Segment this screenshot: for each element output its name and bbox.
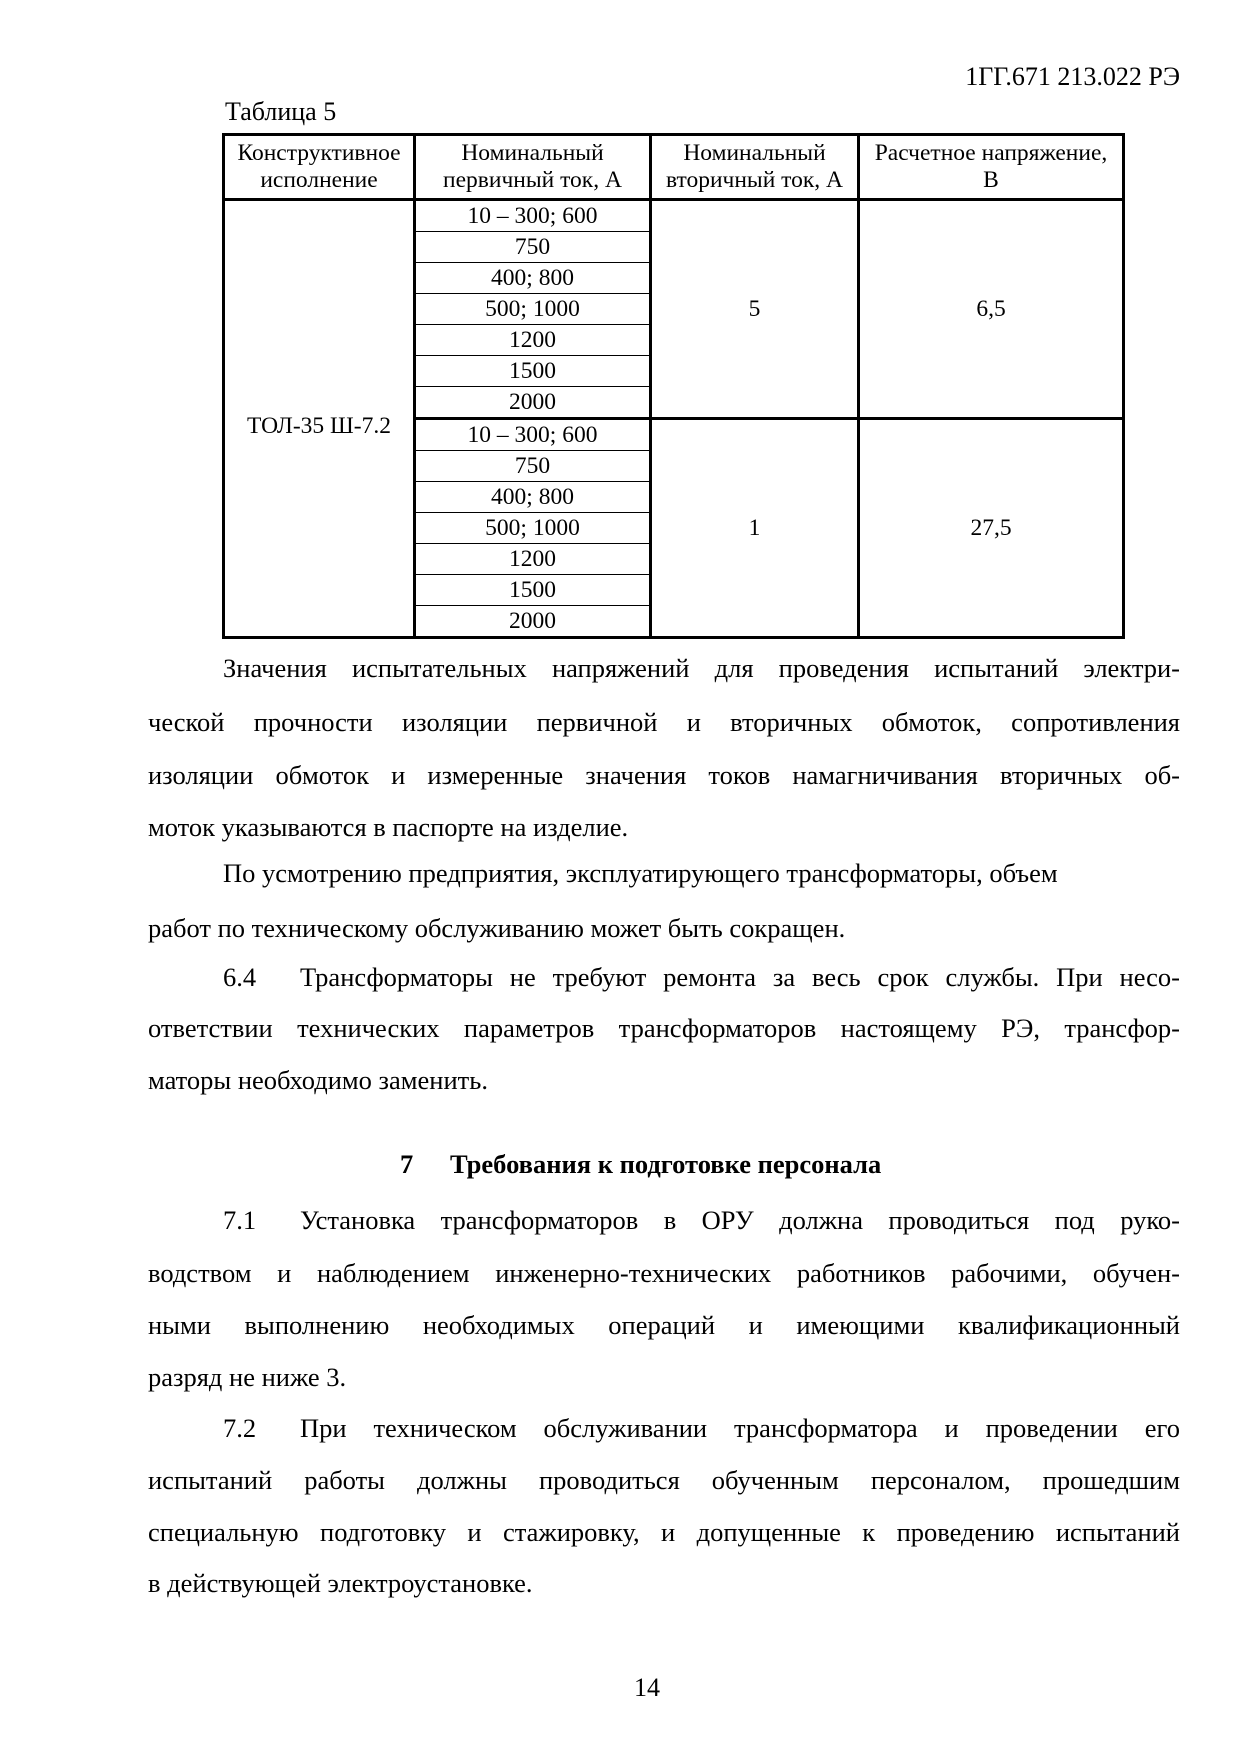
table-header-row <box>224 135 1124 200</box>
paragraph-line: По усмотрению предприятия, эксплуатирующего трансформаторы, объем <box>223 858 1058 888</box>
paragraph-line: в действующей электроустановке. <box>148 1568 533 1598</box>
paragraph-line <box>223 1203 1180 1237</box>
paragraph-number: 6.4 <box>223 962 257 992</box>
paragraph-line: ческой прочности изоляции первичной и вторичных обмоток, сопротивления <box>148 707 1180 737</box>
paragraph-line: ответствии технических параметров трансформаторов настоящему РЭ, трансфор- <box>148 1013 1180 1043</box>
design-cell <box>224 200 415 638</box>
design-value: ТОЛ-35 Ш-7.2 <box>247 413 391 439</box>
spec-table <box>222 133 1125 639</box>
primary-current-cell: 500; 1000 <box>415 513 651 544</box>
secondary-current-cell: 5 <box>651 200 859 419</box>
primary-current-cell: 1200 <box>415 544 651 575</box>
text-line-content: При техническом обслуживании трансформатора и проведении его <box>300 1413 1180 1443</box>
primary-current-cell: 2000 <box>415 387 651 419</box>
primary-current-cell: 750 <box>415 232 651 263</box>
primary-current-cell: 10 – 300; 600 <box>415 200 651 232</box>
paragraph-line <box>223 1411 1180 1445</box>
document-code: 1ГГ.671 213.022 РЭ <box>965 62 1180 91</box>
rated-voltage-cell: 27,5 <box>859 419 1124 638</box>
primary-current-cell: 750 <box>415 451 651 482</box>
primary-current-cell: 500; 1000 <box>415 294 651 325</box>
paragraph-number: 7.1 <box>223 1205 257 1235</box>
primary-current-cell: 1500 <box>415 575 651 606</box>
paragraph-line: водством и наблюдением инженерно-технических работников рабочими, обучен- <box>148 1258 1180 1288</box>
primary-current-cell: 1200 <box>415 325 651 356</box>
column-header-secondary-current: Номинальный вторичный ток, А <box>651 135 859 200</box>
primary-current-cell: 400; 800 <box>415 263 651 294</box>
column-header-rated-voltage: Расчетное напряжение, В <box>859 135 1124 200</box>
secondary-current-cell: 1 <box>651 419 859 638</box>
paragraph-line: разряд не ниже 3. <box>148 1362 347 1392</box>
section-heading <box>400 1147 881 1181</box>
page-number: 14 <box>634 1673 660 1702</box>
column-header-design: Конструктивное исполнение <box>224 135 415 200</box>
paragraph-line: маторы необходимо заменить. <box>148 1065 488 1095</box>
paragraph-line: моток указываются в паспорте на изделие. <box>148 812 629 842</box>
paragraph-line: работ по техническому обслуживанию может быть сокращен. <box>148 913 846 943</box>
section-number: 7 <box>400 1149 414 1179</box>
paragraph-line: специальную подготовку и стажировку, и допущенные к проведению испытаний <box>148 1517 1180 1547</box>
paragraph-line <box>223 960 1180 994</box>
text-line-content: Трансформаторы не требуют ремонта за весь срок службы. При несо- <box>300 962 1180 992</box>
section-title: Требования к подготовке персонала <box>450 1149 882 1179</box>
paragraph-line: испытаний работы должны проводиться обученным персоналом, прошедшим <box>148 1465 1180 1495</box>
paragraph-number: 7.2 <box>223 1413 257 1443</box>
primary-current-cell: 1500 <box>415 356 651 387</box>
rated-voltage-cell: 6,5 <box>859 200 1124 419</box>
primary-current-cell: 10 – 300; 600 <box>415 419 651 451</box>
table-caption: Таблица 5 <box>225 97 337 126</box>
column-header-primary-current: Номинальный первичный ток, А <box>415 135 651 200</box>
primary-current-cell: 2000 <box>415 606 651 638</box>
text-line-content: Установка трансформаторов в ОРУ должна проводиться под руко- <box>300 1205 1180 1235</box>
paragraph-line: ными выполнению необходимых операций и имеющими квалификационный <box>148 1310 1180 1340</box>
primary-current-cell: 400; 800 <box>415 482 651 513</box>
table-row <box>224 200 1124 232</box>
paragraph-line: изоляции обмоток и измеренные значения токов намагничивания вторичных об- <box>148 760 1180 790</box>
paragraph-line: Значения испытательных напряжений для проведения испытаний электри- <box>223 653 1180 683</box>
